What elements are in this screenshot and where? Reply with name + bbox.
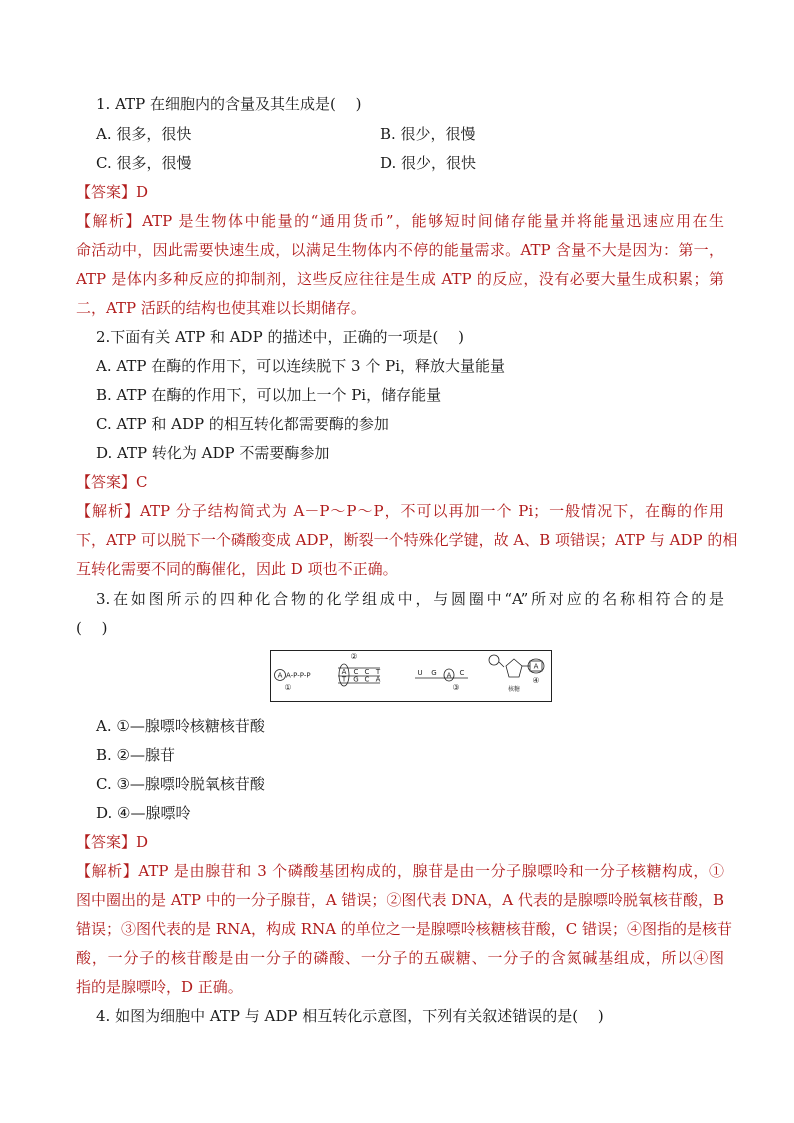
dna-bot-2: G [353,675,359,684]
label-4: ④ [532,676,540,685]
answer-value: D [136,833,149,851]
q2-option-b: B. ATP 在酶的作用下，可以加上一个 Pi，储存能量 [96,386,442,404]
q3-option-a: A. ①—腺嘌呤核糖核苷酸 [96,717,265,735]
answer-tag: 【答案】 [76,473,137,491]
q1-option-b: B. 很少，很慢 [380,125,476,143]
q3-explanation-line: 指的是腺嘌呤，D 正确。 [76,978,243,996]
figure-nucleotide [489,655,544,693]
phosphate-circle [489,655,499,665]
dna-top-2: C [353,668,359,676]
q2-option-a: A. ATP 在酶的作用下，可以连续脱下 3 个 Pi，释放大量能量 [96,357,505,375]
q3-stem: 3.在如图所示的四种化合物的化学组成中，与圆圈中“A”所对应的名称相符合的是 [96,590,724,608]
rna-4: C [459,669,465,677]
q3-explanation-line: 酸，一分子的核苷酸是由一分子的磷酸、一分子的五碳糖、一分子的含氮碱基组成，所以④图 [76,949,724,967]
q2-stem: 2.下面有关 ATP 和 ADP 的描述中，正确的一项是( ) [96,328,464,346]
q3-explanation-line [76,861,724,881]
answer-tag: 【答案】 [76,833,137,851]
q3-stem-bracket: ( ) [76,619,108,637]
dna-bot-3: C [364,675,370,684]
nucleotide-figure [270,650,552,702]
q1-explanation-line [76,211,724,231]
q4-stem: 4. 如图为细胞中 ATP 与 ADP 相互转化示意图，下列有关叙述错误的是( ) [96,1007,604,1025]
explanation-tag: 【解析】 [76,212,143,230]
q2-explanation-line [76,501,724,521]
q1-explanation-line: 命活动中，因此需要快速生成，以满足生物体内不停的能量需求。ATP 含量不大是因为：第一， [76,241,724,259]
dna-top-4: T [375,668,381,676]
explanation-tag: 【解析】 [76,862,139,880]
q3-option-b: B. ②—腺苷 [96,746,176,764]
q1-option-a: A. 很多，很快 [96,125,192,143]
figure-border [271,651,552,702]
dna-bot-4: A [375,675,381,684]
explanation-text: ATP 是由腺苷和 3 个磷酸基团构成的，腺苷是由一分子腺嘌呤和一分子核糖构成，① [138,862,724,880]
ribose-label: 核糖 [507,686,521,693]
label-1: ① [284,683,292,692]
q2-option-c: C. ATP 和 ADP 的相互转化都需要酶的参加 [96,415,389,433]
q3-option-d: D. ④—腺嘌呤 [96,804,191,822]
ribose-pentagon [506,659,522,677]
answer-value: D [136,183,149,201]
q3-option-c: C. ③—腺嘌呤脱氧核苷酸 [96,775,265,793]
q2-option-d: D. ATP 转化为 ADP 不需要酶参加 [96,444,330,462]
explanation-tag: 【解析】 [76,502,140,520]
q2-explanation-line: 下，ATP 可以脱下一个磷酸变成 ADP，断裂一个特殊化学键，故 A、B 项错误；ATP 与 ADP 的相 [76,531,738,549]
atp-chain-text: A-P-P-P [286,671,311,680]
q1-option-c: C. 很多，很慢 [96,154,192,172]
q1-answer [76,182,148,202]
explanation-text: ATP 分子结构简式为 A－P～P～P，不可以再加一个 Pi；一般情况下，在酶的作用 [139,502,724,520]
q1-explanation-line: 二，ATP 活跃的结构也使其难以长期储存。 [76,299,366,317]
circled-a-1-text: A [277,671,283,680]
dna-top-3: C [364,668,370,676]
q1-stem: 1. ATP 在细胞内的含量及其生成是( ) [96,95,362,113]
dna-bot-1: T [341,675,347,684]
q3-explanation-line: 错误；③图代表的是 RNA，构成 RNA 的单位之一是腺嘌呤核糖核苷酸，C 错误；④图指的是核苷 [76,920,733,938]
base-text: A [533,662,539,671]
explanation-text: ATP 是生物体中能量的“通用货币”，能够短时间储存能量并将能量迅速应用在生 [142,212,724,230]
rna-3: A [446,671,452,680]
figure-atp [275,670,311,693]
rna-1: U [417,669,423,677]
figure-rna [415,669,468,692]
rna-2: G [431,669,437,677]
figure-dna [338,652,381,686]
answer-tag: 【答案】 [76,183,137,201]
q2-explanation-line: 互转化需要不同的酶催化，因此 D 项也不正确。 [76,560,398,578]
q1-explanation-line: ATP 是体内多种反应的抑制剂，这些反应往往是生成 ATP 的反应，没有必要大量生成积累；第 [76,270,724,288]
label-2: ② [350,652,358,661]
answer-value: C [136,473,148,491]
q3-explanation-line: 图中圈出的是 ATP 中的一分子腺苷，A 错误；②图代表 DNA，A 代表的是腺嘌呤脱氧核苷酸，B [76,891,724,909]
label-3: ③ [452,683,460,692]
q3-answer [76,832,148,852]
q1-option-d: D. 很少，很快 [380,154,477,172]
dna-top-1: A [341,668,347,676]
q2-answer [76,472,148,492]
